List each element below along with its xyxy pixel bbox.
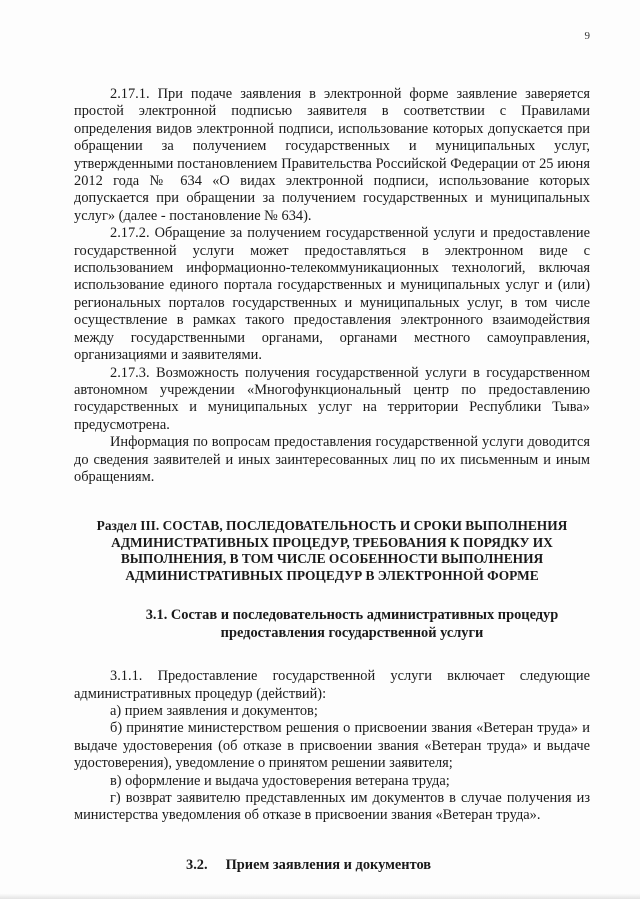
procedure-item-b: б) принятие министерством решения о присвоении звания «Ветеран труда» и выдаче удостоверения (об отказе в присвоении звания «Ветеран труда» и выдаче удостоверения), уведомление о принятом решении заявителя; xyxy=(74,720,590,772)
procedure-item-g: г) возврат заявителю представленных им документов в случае получения из министерства уведомления об отказе в присвоении звания «Ветеран труда». xyxy=(74,790,590,824)
subsection-3-2-number: 3.2. xyxy=(186,856,208,873)
paragraph-information: Информация по вопросам предоставления государственной услуги доводится до сведения заявителей и иных заинтересованных лиц по их письменным и иным обращениям. xyxy=(74,434,590,485)
procedure-item-v: в) оформление и выдача удостоверения ветерана труда; xyxy=(110,772,450,789)
document-body xyxy=(74,86,590,874)
paragraph-3-1-1: 3.1.1. Предоставление государственной услуги включает следующие административных процедур (действий): xyxy=(74,668,590,702)
paragraph-2-17-3: 2.17.3. Возможность получения государственной услуги в государственном автономном учреждении «Многофункциональный центр по предоставлению государственных и муниципальных услуг на территории Республики Тыва» предусмотрена. xyxy=(74,364,590,433)
subsection-3-1-title: 3.1. Состав и последовательность административных процедур предоставления государственной услуги xyxy=(145,606,559,641)
scan-bottom-edge xyxy=(0,893,640,899)
procedure-item-a: а) прием заявления и документов; xyxy=(110,702,318,719)
paragraph-2-17-1: 2.17.1. При подаче заявления в электронной форме заявление заверяется простой электронной подписью заявителя в соответствии с Правилами определения видов электронной подписи, использование которых допускается при обращении за получением государственных и муниципальных услуг, утвержденными постановлением Правительства Российской Федерации от 25 июня 2012 года № 634 «О видах электронной подписи, использование которых допускается при обращении за получением государственных и муниципальных услуг» (далее - постановление № 634). xyxy=(74,86,590,224)
section-3-title: Раздел III. СОСТАВ, ПОСЛЕДОВАТЕЛЬНОСТЬ И СРОКИ ВЫПОЛНЕНИЯ АДМИНИСТРАТИВНЫХ ПРОЦЕДУР, ТРЕБОВАНИЯ К ПОРЯДКУ ИХ ВЫПОЛНЕНИЯ, В ТОМ ЧИСЛЕ ОСОБЕННОСТИ ВЫПОЛНЕНИЯ АДМИНИСТРАТИВНЫХ ПРОЦЕДУР В ЭЛЕКТРОННОЙ ФОРМЕ xyxy=(96,518,568,583)
subsection-3-2-title: Прием заявления и документов xyxy=(225,856,432,873)
subsection-3-2-heading xyxy=(74,857,590,874)
paragraph-2-17-2: 2.17.2. Обращение за получением государственной услуги и предоставление государственной услуги может предоставляться в электронном виде с использованием информационно-телекоммуникационных технологий, включая использование единого портала государственных и муниципальных услуг и (или) региональных порталов государственных и муниципальных услуг, в том числе осуществление в рамках такого предоставления электронного взаимодействия между государственными органами, органами местного самоуправления, организациями и заявителями. xyxy=(74,225,590,364)
page-number: 9 xyxy=(584,30,590,42)
